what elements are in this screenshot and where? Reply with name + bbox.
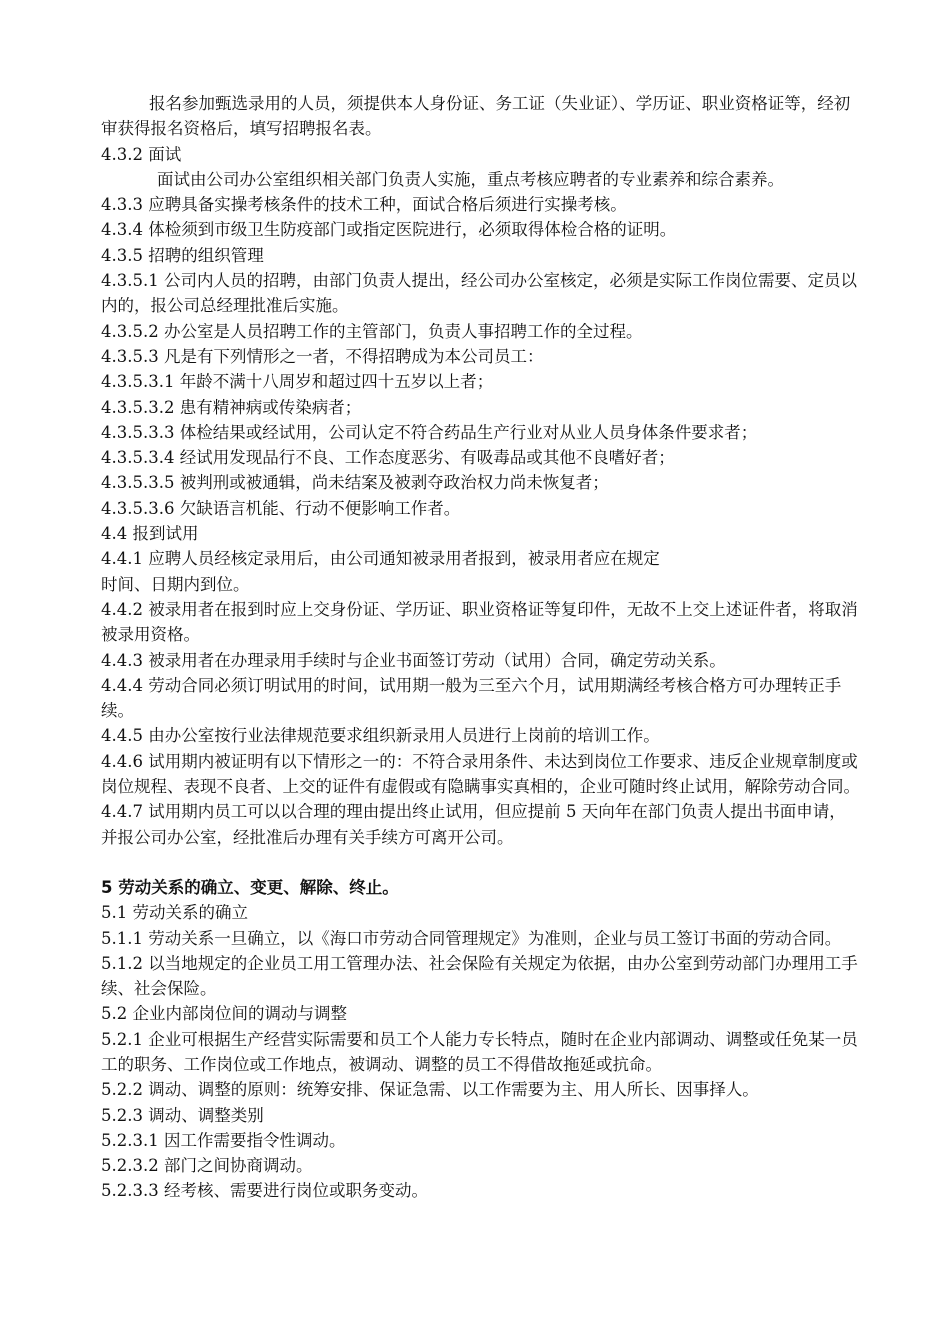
paragraph-4-4-6: 4.4.6 试用期内被证明有以下情形之一的：不符合录用条件、未达到岗位工作要求、违反企业规章制度或岗位规程、表现不良者、上交的证件有虚假或有隐瞒事实真相的，企业可随时终止试用，解除劳动合同。 <box>101 751 860 797</box>
section-5-2-heading: 5.2 企业内部岗位间的调动与调整 <box>101 1004 347 1024</box>
paragraph-4-4-4: 4.4.4 劳动合同必须订明试用的时间，试用期一般为三至六个月，试用期满经考核合格方可办理转正手续。 <box>101 675 842 721</box>
paragraph-registration-requirements: 报名参加甄选录用的人员，须提供本人身份证、务工证（失业证）、学历证、职业资格证等，经初审获得报名资格后，填写招聘报名表。 <box>101 94 851 139</box>
paragraph-4-3-5-3-4: 4.3.5.3.4 经试用发现品行不良、工作态度恶劣、有吸毒品或其他不良嗜好者； <box>101 448 675 468</box>
paragraph-4-4-1: 4.4.1 应聘人员经核定录用后，由公司通知被录用者报到，被录用者应在规定 <box>101 549 660 569</box>
section-5-heading: 5 劳动关系的确立、变更、解除、终止。 <box>101 877 399 897</box>
section-4-4-heading: 4.4 报到试用 <box>101 524 199 544</box>
paragraph-4-3-5-3-1: 4.3.5.3.1 年龄不满十八周岁和超过四十五岁以上者； <box>101 372 494 392</box>
paragraph-4-4-2: 4.4.2 被录用者在报到时应上交身份证、学历证、职业资格证等复印件，无故不上交上述证件者，将取消被录用资格。 <box>101 599 858 645</box>
section-5-2-3-heading: 5.2.3 调动、调整类别 <box>101 1105 264 1125</box>
section-4-3-5-heading: 4.3.5 招聘的组织管理 <box>101 245 264 265</box>
section-spacer <box>101 850 862 875</box>
paragraph-4-3-4: 4.3.4 体检须到市级卫生防疫部门或指定医院进行，必须取得体检合格的证明。 <box>101 220 677 240</box>
paragraph-4-3-5-3-3: 4.3.5.3.3 体检结果或经试用，公司认定不符合药品生产行业对从业人员身体条件要求者； <box>101 422 758 442</box>
paragraph-5-1-2: 5.1.2 以当地规定的企业员工用工管理办法、社会保险有关规定为依据，由办公室到劳动部门办理用工手续、社会保险。 <box>101 953 858 999</box>
paragraph-4-4-7: 4.4.7 试用期内员工可以以合理的理由提出终止试用，但应提前 5 天向年在部门负责人提出书面申请，并报公司办公室，经批准后办理有关手续方可离开公司。 <box>101 802 846 847</box>
paragraph-4-4-3: 4.4.3 被录用者在办理录用手续时与企业书面签订劳动（试用）合同，确定劳动关系。 <box>101 650 726 670</box>
paragraph-4-4-1-continued: 时间、日期内到位。 <box>101 574 250 594</box>
paragraph-5-2-3-1: 5.2.3.1 因工作需要指令性调动。 <box>101 1130 346 1150</box>
paragraph-4-3-5-3-6: 4.3.5.3.6 欠缺语言机能、行动不便影响工作者。 <box>101 498 461 518</box>
paragraph-4-3-5-3-5: 4.3.5.3.5 被判刑或被通辑，尚未结案及被剥夺政治权力尚未恢复者； <box>101 473 609 493</box>
paragraph-4-3-5-2: 4.3.5.2 办公室是人员招聘工作的主管部门，负责人事招聘工作的全过程。 <box>101 321 643 341</box>
paragraph-4-3-5-1: 4.3.5.1 公司内人员的招聘，由部门负责人提出，经公司办公室核定，必须是实际工作岗位需要、定员以内的，报公司总经理批准后实施。 <box>101 271 857 316</box>
paragraph-5-2-1: 5.2.1 企业可根据生产经营实际需要和员工个人能力专长特点，随时在企业内部调动、调整或任免某一员工的职务、工作岗位或工作地点，被调动、调整的员工不得借故拖延或抗命。 <box>101 1029 858 1074</box>
paragraph-5-1-1: 5.1.1 劳动关系一旦确立，以《海口市劳动合同管理规定》为准则，企业与员工签订书面的劳动合同。 <box>101 928 842 948</box>
paragraph-4-4-5: 4.4.5 由办公室按行业法律规范要求组织新录用人员进行上岗前的培训工作。 <box>101 726 660 746</box>
paragraph-5-2-3-2: 5.2.3.2 部门之间协商调动。 <box>101 1156 313 1176</box>
section-5-1-heading: 5.1 劳动关系的确立 <box>101 903 248 923</box>
paragraph-4-3-3: 4.3.3 应聘具备实操考核条件的技术工种，面试合格后须进行实操考核。 <box>101 195 627 215</box>
paragraph-4-3-5-3-2: 4.3.5.3.2 患有精神病或传染病者； <box>101 397 362 417</box>
paragraph-5-2-3-3: 5.2.3.3 经考核、需要进行岗位或职务变动。 <box>101 1181 428 1201</box>
paragraph-interview: 面试由公司办公室组织相关部门负责人实施，重点考核应聘者的专业素养和综合素养。 <box>157 169 784 189</box>
paragraph-5-2-2: 5.2.2 调动、调整的原则：统筹安排、保证急需、以工作需要为主、用人所长、因事择人。 <box>101 1080 759 1100</box>
section-4-3-2-heading: 4.3.2 面试 <box>101 144 182 164</box>
paragraph-4-3-5-3: 4.3.5.3 凡是有下列情形之一者，不得招聘成为本公司员工： <box>101 346 544 366</box>
